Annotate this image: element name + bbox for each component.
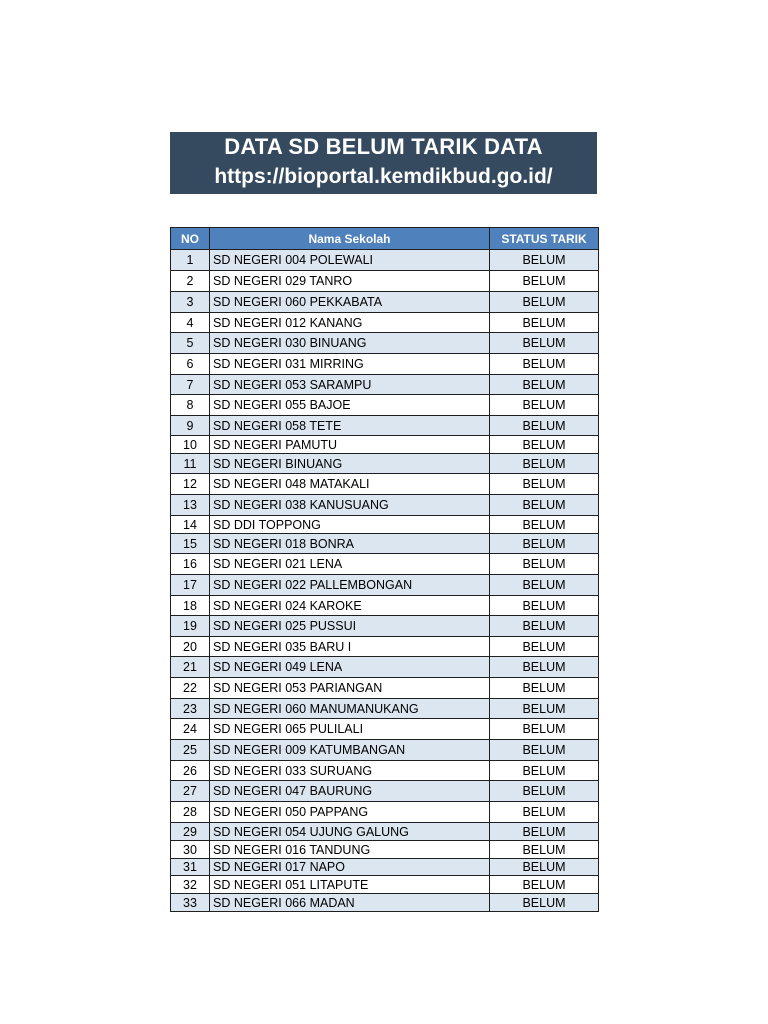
table-row xyxy=(171,271,599,292)
school-name: SD NEGERI 047 BAURUNG xyxy=(210,781,490,802)
school-name: SD NEGERI 038 KANUSUANG xyxy=(210,495,490,516)
row-number: 4 xyxy=(171,313,210,333)
table-row xyxy=(171,740,599,761)
status-tarik: BELUM xyxy=(490,761,599,781)
status-tarik: BELUM xyxy=(490,292,599,313)
status-tarik: BELUM xyxy=(490,474,599,495)
school-name: SD NEGERI 031 MIRRING xyxy=(210,354,490,375)
status-tarik: BELUM xyxy=(490,823,599,841)
row-number: 23 xyxy=(171,699,210,719)
status-tarik: BELUM xyxy=(490,454,599,474)
table-row xyxy=(171,823,599,841)
table-row xyxy=(171,616,599,637)
status-tarik: BELUM xyxy=(490,554,599,575)
status-tarik: BELUM xyxy=(490,596,599,616)
status-tarik: BELUM xyxy=(490,876,599,894)
status-tarik: BELUM xyxy=(490,375,599,395)
status-tarik: BELUM xyxy=(490,678,599,699)
status-tarik: BELUM xyxy=(490,657,599,678)
school-name: SD NEGERI PAMUTU xyxy=(210,436,490,454)
row-number: 13 xyxy=(171,495,210,516)
table-row xyxy=(171,575,599,596)
row-number: 6 xyxy=(171,354,210,375)
row-number: 17 xyxy=(171,575,210,596)
table-row xyxy=(171,841,599,859)
school-name: SD NEGERI 058 TETE xyxy=(210,416,490,436)
table-row xyxy=(171,436,599,454)
table-row xyxy=(171,250,599,271)
column-header-school-name: Nama Sekolah xyxy=(210,228,490,250)
row-number: 22 xyxy=(171,678,210,699)
status-tarik: BELUM xyxy=(490,416,599,436)
row-number: 3 xyxy=(171,292,210,313)
school-name: SD NEGERI 050 PAPPANG xyxy=(210,802,490,823)
row-number: 2 xyxy=(171,271,210,292)
status-tarik: BELUM xyxy=(490,740,599,761)
school-name: SD NEGERI 051 LITAPUTE xyxy=(210,876,490,894)
school-name: SD NEGERI 009 KATUMBANGAN xyxy=(210,740,490,761)
row-number: 31 xyxy=(171,859,210,876)
status-tarik: BELUM xyxy=(490,575,599,596)
school-name: SD NEGERI 049 LENA xyxy=(210,657,490,678)
school-name: SD NEGERI 030 BINUANG xyxy=(210,333,490,354)
table-row xyxy=(171,554,599,575)
row-number: 9 xyxy=(171,416,210,436)
table-row xyxy=(171,699,599,719)
status-tarik: BELUM xyxy=(490,534,599,554)
status-tarik: BELUM xyxy=(490,859,599,876)
status-tarik: BELUM xyxy=(490,436,599,454)
school-name: SD NEGERI 053 PARIANGAN xyxy=(210,678,490,699)
table-row xyxy=(171,678,599,699)
table-row xyxy=(171,781,599,802)
column-header-no: NO xyxy=(171,228,210,250)
school-name: SD NEGERI 016 TANDUNG xyxy=(210,841,490,859)
status-tarik: BELUM xyxy=(490,333,599,354)
row-number: 14 xyxy=(171,516,210,534)
table-row xyxy=(171,719,599,740)
table-row xyxy=(171,395,599,416)
table-row xyxy=(171,375,599,395)
status-tarik: BELUM xyxy=(490,495,599,516)
school-name: SD NEGERI 054 UJUNG GALUNG xyxy=(210,823,490,841)
row-number: 15 xyxy=(171,534,210,554)
table-row xyxy=(171,454,599,474)
row-number: 32 xyxy=(171,876,210,894)
row-number: 21 xyxy=(171,657,210,678)
school-name: SD NEGERI 029 TANRO xyxy=(210,271,490,292)
school-name: SD NEGERI 021 LENA xyxy=(210,554,490,575)
school-name: SD NEGERI 024 KAROKE xyxy=(210,596,490,616)
school-name: SD NEGERI 055 BAJOE xyxy=(210,395,490,416)
row-number: 25 xyxy=(171,740,210,761)
school-name: SD NEGERI 065 PULILALI xyxy=(210,719,490,740)
table-row xyxy=(171,761,599,781)
title-banner xyxy=(170,132,597,194)
school-name: SD NEGERI 017 NAPO xyxy=(210,859,490,876)
status-tarik: BELUM xyxy=(490,699,599,719)
row-number: 16 xyxy=(171,554,210,575)
status-tarik: BELUM xyxy=(490,250,599,271)
status-tarik: BELUM xyxy=(490,719,599,740)
row-number: 26 xyxy=(171,761,210,781)
table-row xyxy=(171,313,599,333)
school-name: SD NEGERI 060 MANUMANUKANG xyxy=(210,699,490,719)
row-number: 8 xyxy=(171,395,210,416)
table-row xyxy=(171,333,599,354)
row-number: 28 xyxy=(171,802,210,823)
table-row xyxy=(171,637,599,657)
school-name: SD NEGERI 033 SURUANG xyxy=(210,761,490,781)
status-tarik: BELUM xyxy=(490,313,599,333)
row-number: 27 xyxy=(171,781,210,802)
table-row xyxy=(171,596,599,616)
table-body xyxy=(171,250,599,912)
row-number: 12 xyxy=(171,474,210,495)
status-tarik: BELUM xyxy=(490,802,599,823)
table-row xyxy=(171,354,599,375)
table-row xyxy=(171,802,599,823)
school-name: SD NEGERI 018 BONRA xyxy=(210,534,490,554)
status-tarik: BELUM xyxy=(490,271,599,292)
table-row xyxy=(171,894,599,912)
school-table xyxy=(170,227,599,912)
school-name: SD DDI TOPPONG xyxy=(210,516,490,534)
table-row xyxy=(171,416,599,436)
row-number: 33 xyxy=(171,894,210,912)
status-tarik: BELUM xyxy=(490,781,599,802)
school-name: SD NEGERI 025 PUSSUI xyxy=(210,616,490,637)
table-header-row xyxy=(171,228,599,250)
table-row xyxy=(171,876,599,894)
row-number: 1 xyxy=(171,250,210,271)
row-number: 11 xyxy=(171,454,210,474)
status-tarik: BELUM xyxy=(490,637,599,657)
table-row xyxy=(171,292,599,313)
row-number: 7 xyxy=(171,375,210,395)
status-tarik: BELUM xyxy=(490,516,599,534)
row-number: 10 xyxy=(171,436,210,454)
school-name: SD NEGERI 053 SARAMPU xyxy=(210,375,490,395)
status-tarik: BELUM xyxy=(490,354,599,375)
table-row xyxy=(171,657,599,678)
school-name: SD NEGERI 066 MADAN xyxy=(210,894,490,912)
row-number: 18 xyxy=(171,596,210,616)
school-name: SD NEGERI 022 PALLEMBONGAN xyxy=(210,575,490,596)
row-number: 20 xyxy=(171,637,210,657)
column-header-status: STATUS TARIK xyxy=(490,228,599,250)
row-number: 30 xyxy=(171,841,210,859)
school-name: SD NEGERI 012 KANANG xyxy=(210,313,490,333)
status-tarik: BELUM xyxy=(490,395,599,416)
school-name: SD NEGERI 060 PEKKABATA xyxy=(210,292,490,313)
school-name: SD NEGERI 035 BARU I xyxy=(210,637,490,657)
table-row xyxy=(171,495,599,516)
status-tarik: BELUM xyxy=(490,616,599,637)
row-number: 29 xyxy=(171,823,210,841)
status-tarik: BELUM xyxy=(490,841,599,859)
school-name: SD NEGERI 048 MATAKALI xyxy=(210,474,490,495)
row-number: 19 xyxy=(171,616,210,637)
table-row xyxy=(171,534,599,554)
row-number: 24 xyxy=(171,719,210,740)
row-number: 5 xyxy=(171,333,210,354)
table-row xyxy=(171,859,599,876)
status-tarik: BELUM xyxy=(490,894,599,912)
page-title: DATA SD BELUM TARIK DATA xyxy=(224,134,543,159)
school-name: SD NEGERI 004 POLEWALI xyxy=(210,250,490,271)
table-row xyxy=(171,516,599,534)
table-row xyxy=(171,474,599,495)
school-name: SD NEGERI BINUANG xyxy=(210,454,490,474)
source-url: https://bioportal.kemdikbud.go.id/ xyxy=(214,165,553,188)
